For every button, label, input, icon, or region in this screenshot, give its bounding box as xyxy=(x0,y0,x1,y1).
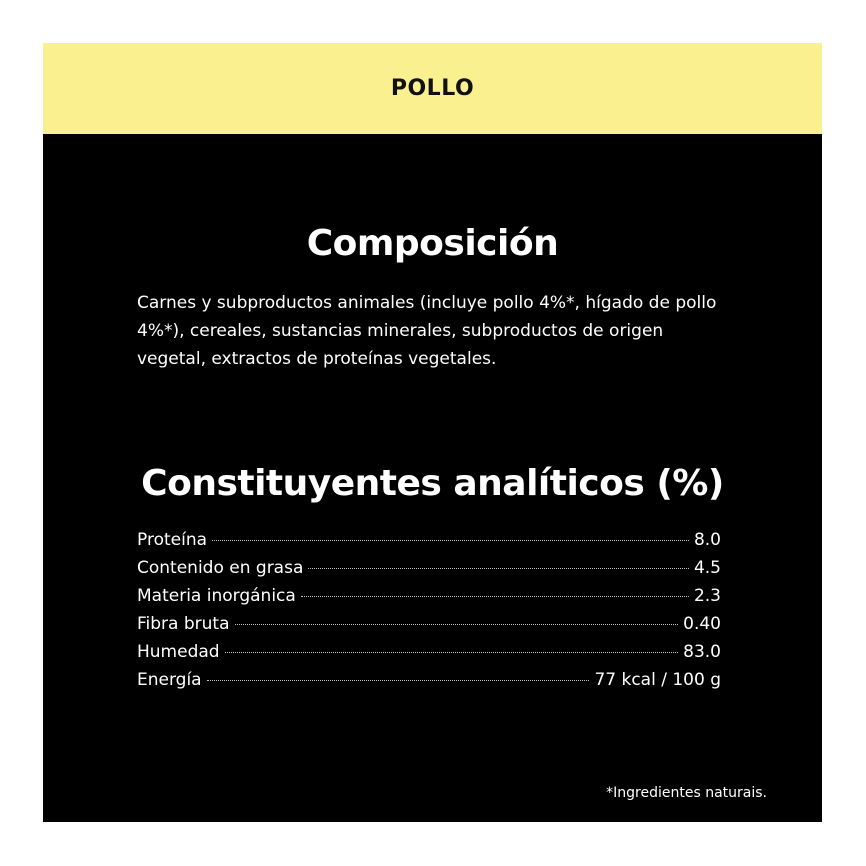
dot-leader xyxy=(225,652,679,653)
analytical-row-energy xyxy=(137,670,721,698)
row-label: Proteína xyxy=(137,530,208,550)
dot-leader xyxy=(207,680,590,681)
row-label: Energía xyxy=(137,670,202,690)
product-info-card xyxy=(43,43,822,822)
flavor-header xyxy=(43,43,822,134)
analytical-row-moisture xyxy=(137,642,721,670)
row-value: 8.0 xyxy=(693,530,721,550)
row-label: Contenido en grasa xyxy=(137,558,304,578)
row-label: Fibra bruta xyxy=(137,614,230,634)
dot-leader xyxy=(301,596,689,597)
composition-heading: Composición xyxy=(306,223,559,264)
analytical-row-fat xyxy=(137,558,721,586)
composition-text: Carnes y subproductos animales (incluye pollo 4%*, hígado de pollo 4%*), cereales, sustancias minerales, subproductos de origen vegetal, extractos de proteínas vegetales. xyxy=(137,293,717,369)
analytical-row-fibre xyxy=(137,614,721,642)
dot-leader xyxy=(235,624,679,625)
footnote: *Ingredientes naturais. xyxy=(606,785,767,801)
row-value: 83.0 xyxy=(683,642,721,662)
row-value: 4.5 xyxy=(693,558,721,578)
dot-leader xyxy=(212,540,689,541)
row-value: 77 kcal / 100 g xyxy=(594,670,721,690)
analytical-row-protein xyxy=(137,530,721,558)
analytical-heading: Constituyentes analíticos (%) xyxy=(141,463,724,504)
dot-leader xyxy=(308,568,689,569)
row-label: Materia inorgánica xyxy=(137,586,296,606)
flavor-title: POLLO xyxy=(390,76,475,101)
analytical-table xyxy=(137,530,721,698)
row-value: 0.40 xyxy=(683,614,721,634)
analytical-row-ash xyxy=(137,586,721,614)
row-value: 2.3 xyxy=(693,586,721,606)
row-label: Humedad xyxy=(137,642,220,662)
